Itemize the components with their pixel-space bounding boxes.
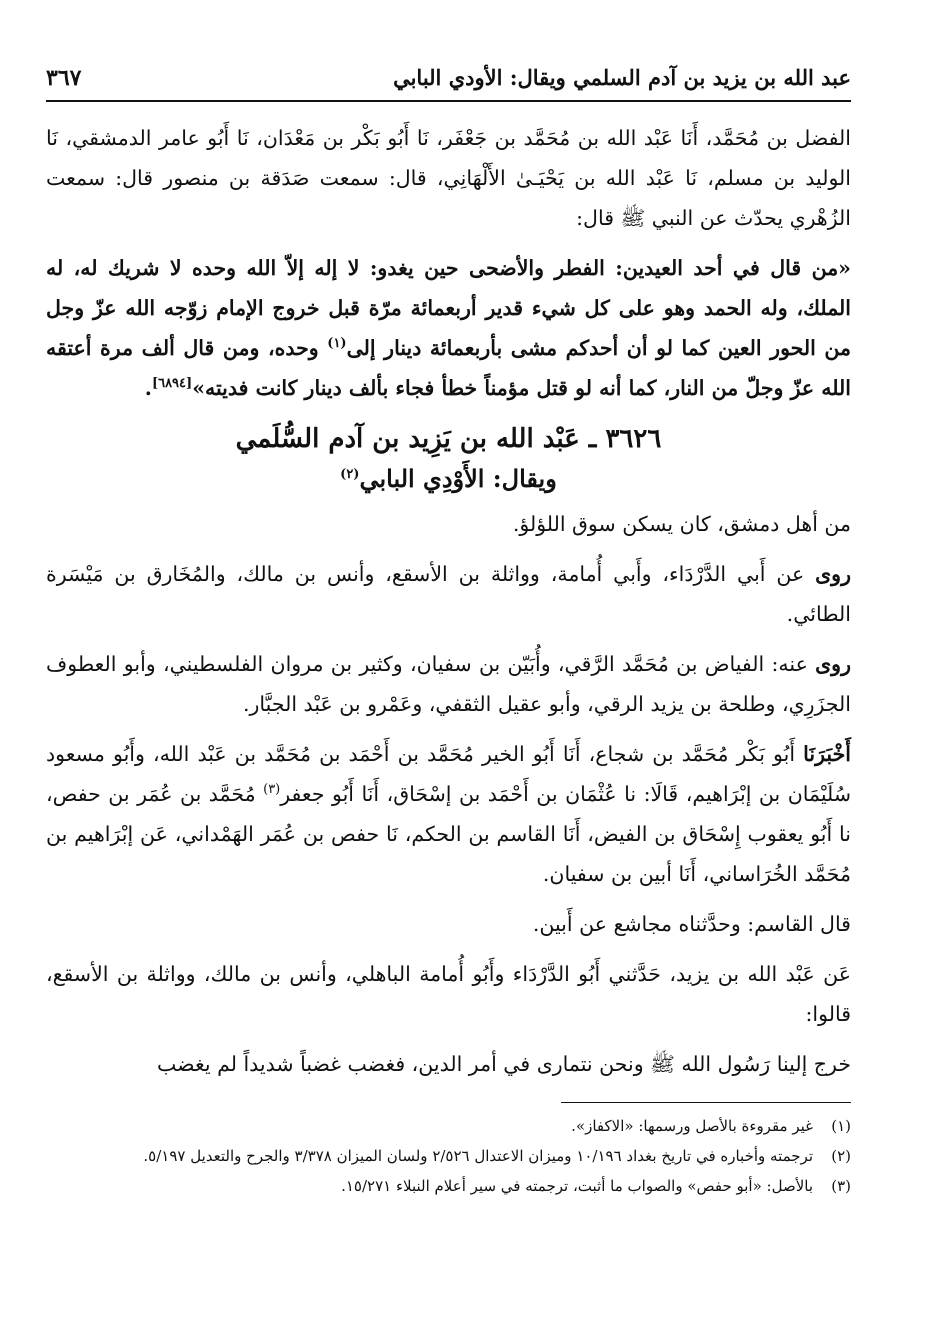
an-paragraph: عَن عَبْد الله بن يزيد، حَدَّثني أَبُو الدَّرْدَاء وأَبُو أُمامة الباهلي، وأنس بن مالك، وواثلة بن الأسقع، قالوا: (46, 962, 851, 1026)
entry-title: ٣٦٢٦ ـ عَبْد الله بن يَزِيد بن آدم السُّلَمي (235, 424, 662, 454)
footnote-ref-3[interactable]: (٣) (263, 782, 281, 798)
footnote-item: (٣) بالأصل: «أبو حفص» والصواب ما أثبت، ترجمته في سير أعلام النبلاء ١٥/٢٧١. (341, 1177, 851, 1195)
hadith-number: [٦٨٩٤] (151, 376, 193, 392)
footnotes (46, 1113, 851, 1199)
page-header (46, 62, 851, 102)
akhbarana-paragraph: أَخْبَرَنَا أَبُو بَكْر مُحَمَّد بن شجاع، أَنَا أَبُو الخير مُحَمَّد بن أَحْمَد بن مُحَمَّد بن عَبْد الله، وأَبُو مسعود سُلَيْمَان بن إبْرَاهيم، قَالَا: نا عُثْمَان بن أَحْمَد بن إسْحَاق، أَنَا أَبُو جعفر$^{(٣)}$ مُحَمَّد بن عُمَر بن حفص، نا أَبُو يعقوب إِسْحَاق بن الفيض، أَنَا القاسم بن الحكم، نَا حفص بن عُمَر الهَمْداني، عَن إبْرَاهيم بن مُحَمَّد الخُرَاساني، أَنَا أبين بن سفيان. (46, 742, 851, 886)
footnote-ref-2[interactable]: (٢) (340, 467, 360, 482)
hadith-paragraph: «من قال في أحد العيدين: الفطر والأضحى حين يغدو: لا إله إلاّ الله وحده لا شريك له، له الملك، وله الحمد وهو على كل شيء قدير أربعمائة مرّة قبل خروج الإمام زوّجه الله عزّ وجل من الحور العين كما لو أن أحدكم مشى بأربعمائة دينار إلى$^{(١)}$ وحده، ومن قال ألف مرة أعتقه الله عزّ وجلّ من النار، كما أنه لو قتل مؤمناً خطأ فجاء بألف دينار كانت فديته»[٦٨٩٤]. (46, 256, 852, 400)
footnote-ref-1[interactable]: (١) (327, 336, 347, 352)
entry-subtitle: ويقال: الأَوْدِي البابي$^{(٢)}$ (340, 464, 557, 493)
isnad-paragraph: الفضل بن مُحَمَّد، أَنَا عَبْد الله بن مُحَمَّد بن جَعْفَر، نَا أَبُو بَكْر بن مَعْدَان، نَا أَبُو عامر الدمشقي، نَا الوليد بن مسلم، نَا عَبْد الله بن يَحْيَـىٰ الأَلْهَانِي، قال: سمعت صَدَقة بن منصور قال: سمعت الزُهْري يحدّث عن النبي ﷺ قال: (46, 126, 851, 230)
book-page (46, 62, 851, 1203)
narrated-by-paragraph: روى عنه: الفياض بن مُحَمَّد الرَّقي، وأُبَيّن بن سفيان، وكثير بن مروان الفلسطيني، وأبو العطوف الجزَرِي، وطلحة بن يزيد الرقي، وأبو عقيل الثقفي، وعَمْرو بن عَبْد الجبَّار. (46, 652, 851, 716)
footnote-item: (١) غير مقروءة بالأصل ورسمها: «الاكفاز». (571, 1117, 851, 1135)
page-number: ٣٦٧ (46, 65, 82, 91)
main-text (46, 118, 851, 1084)
narrated-from-paragraph: روى عن أَبي الدَّرْدَاء، وأَبي أُمامة، وواثلة بن الأسقع، وأنس بن مالك، والمُخَارق بن مَيْسَرة الطائي. (46, 562, 851, 626)
origin-paragraph: من أهل دمشق، كان يسكن سوق اللؤلؤ. (512, 512, 851, 536)
kharaja-paragraph: خرج إلينا رَسُول الله ﷺ ونحن نتمارى في أمر الدين، فغضب غضباً شديداً لم يغضب (157, 1052, 851, 1076)
footnote-item: (٢) ترجمته وأخباره في تاريخ بغداد ١٠/١٩٦ وميزان الاعتدال ٢/٥٢٦ ولسان الميزان ٣/٣٧٨ والجرح والتعديل ٥/١٩٧. (143, 1147, 851, 1165)
footnote-divider (561, 1102, 851, 1103)
qasim-paragraph: قال القاسم: وحدَّثناه مجاشع عن أَبين. (532, 912, 851, 936)
running-title: عبد الله بن يزيد بن آدم السلمي ويقال: الأودي البابي (393, 65, 851, 90)
